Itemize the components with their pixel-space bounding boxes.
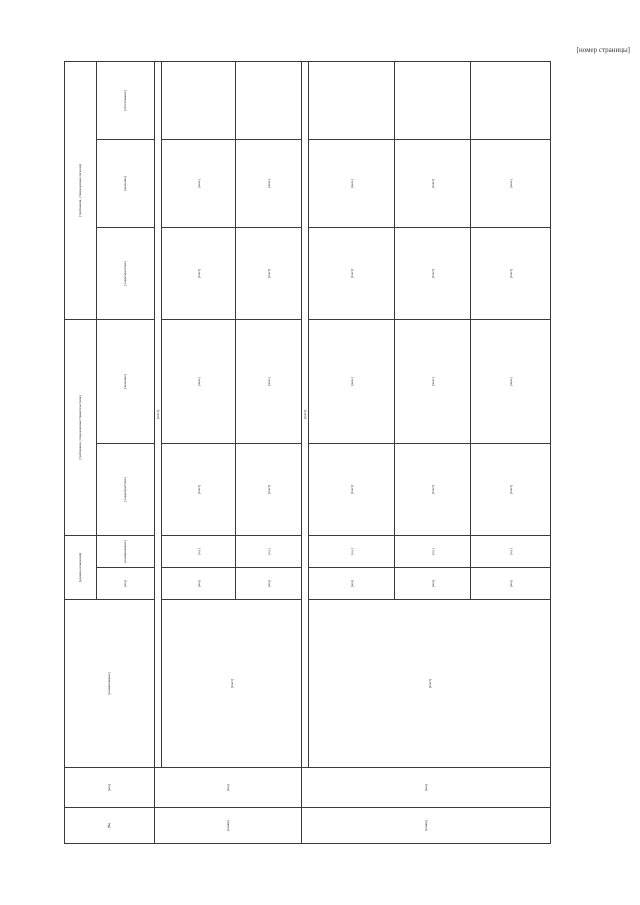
unit-code-cell: [код] (395, 568, 471, 600)
section-1-category: [текст] (162, 600, 302, 768)
gov-value-cell: [знач.] (309, 319, 395, 443)
header-gov-value: [значение] (97, 319, 155, 443)
unit-code-cell: [код] (162, 568, 236, 600)
dept-justify-cell (471, 61, 551, 139)
unit-name-cell: [ед.] (471, 536, 551, 568)
unit-name-cell: [ед.] (236, 536, 302, 568)
unit-name-cell: [ед.] (395, 536, 471, 568)
gov-value-cell: [знач.] (236, 319, 302, 443)
gov-char-cell: [текст] (395, 444, 471, 536)
rotated-table-wrapper (64, 62, 513, 844)
dept-char-cell: [текст] (395, 227, 471, 319)
dept-char-cell: [текст] (236, 227, 302, 319)
unit-code-cell: [код] (309, 568, 395, 600)
header-unit: [единица измерения] (65, 536, 97, 600)
header-dept-value: [значение] (97, 139, 155, 227)
header-gov-char: [характеристика] (97, 444, 155, 536)
gov-value-cell: [знач.] (162, 319, 236, 443)
dept-char-cell: [текст] (471, 227, 551, 319)
dept-char-cell: [текст] (309, 227, 395, 319)
header-dept-group: [требования, утвержденные органом] (65, 61, 97, 319)
dept-value-cell: [знач.] (236, 139, 302, 227)
dept-justify-cell (309, 61, 395, 139)
section-2-code: [код] (302, 768, 551, 808)
header-unit-name: [наименование] (97, 536, 155, 568)
gov-char-cell: [текст] (309, 444, 395, 536)
section-1-num: [номер] (155, 808, 302, 844)
dept-value-cell: [знач.] (162, 139, 236, 227)
dept-char-cell: [текст] (162, 227, 236, 319)
section-2-num: [номер] (302, 808, 551, 844)
header-name: [наименование] (65, 600, 155, 768)
section-1-title-row (155, 61, 162, 843)
gov-value-cell: [знач.] (395, 319, 471, 443)
gov-value-cell: [знач.] (471, 319, 551, 443)
header-gov-group: [требования, утвержденные Правительством] (65, 319, 97, 535)
unit-code-cell: [код] (236, 568, 302, 600)
section-2-category: [текст] (309, 600, 551, 768)
header-num: [№] (65, 808, 155, 844)
gov-char-cell: [текст] (236, 444, 302, 536)
section-2-title-row (302, 61, 309, 843)
section-1-title: [текст] (155, 61, 162, 767)
gov-char-cell: [текст] (471, 444, 551, 536)
dept-justify-cell (395, 61, 471, 139)
gov-char-cell: [текст] (162, 444, 236, 536)
unit-name-cell: [ед.] (162, 536, 236, 568)
unit-name-cell: [ед.] (309, 536, 395, 568)
dept-justify-cell (162, 61, 236, 139)
dept-value-cell: [знач.] (471, 139, 551, 227)
dept-justify-cell (236, 61, 302, 139)
dept-value-cell: [знач.] (309, 139, 395, 227)
requirements-table (64, 61, 551, 844)
dept-value-cell: [текст] (395, 139, 471, 227)
header-unit-code: [код] (97, 568, 155, 600)
unit-code-cell: [код] (471, 568, 551, 600)
page-number: [номер страницы] (576, 46, 630, 54)
header-dept-justify: [обоснование] (97, 61, 155, 139)
header-row-top (65, 61, 97, 843)
header-dept-char: [характеристика] (97, 227, 155, 319)
section-1-code: [код] (155, 768, 302, 808)
section-2-title: [текст] (302, 61, 309, 767)
header-okpd2: [код] (65, 768, 155, 808)
